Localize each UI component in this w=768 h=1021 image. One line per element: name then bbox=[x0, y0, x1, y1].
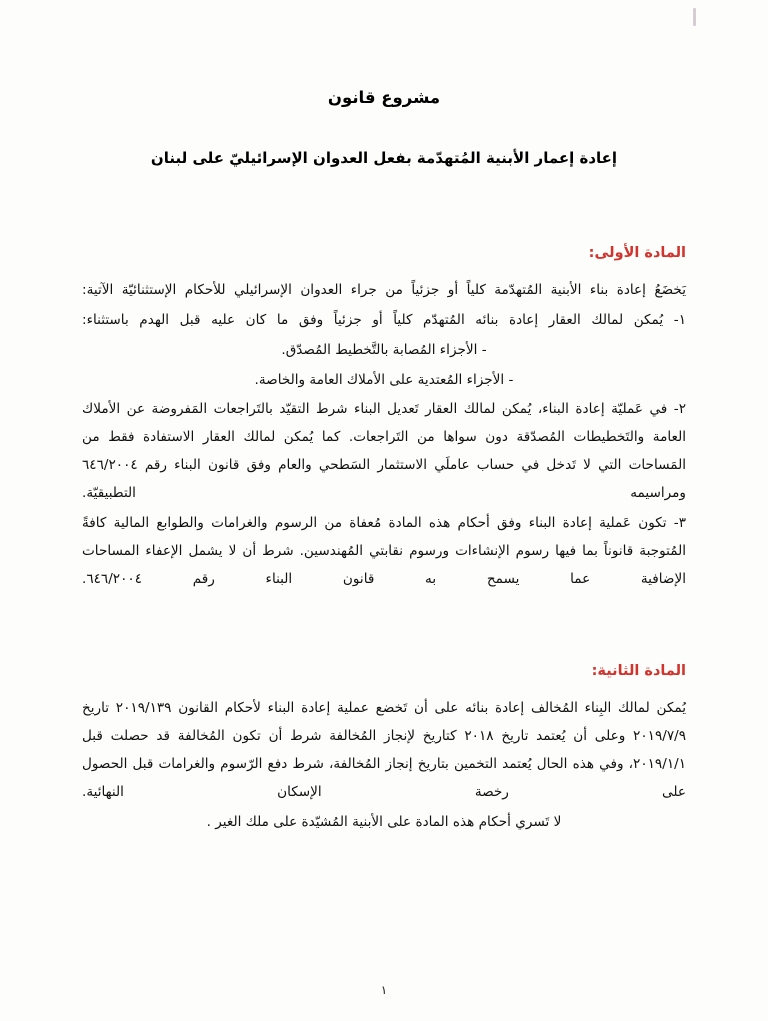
article-1-item-2: ٢- في عَمليّة إعادة البناء، يُمكن لمالك العقار تَعديل البناء شرط التقيّد بالتَراجعات المَفروضة عن الأملاك العامة والتَخطيطات المُصدّقة دون سواها من التَراجعات. كما يُمكن لمالك العقار الاستفادة فقط من المَساحات التي لا تَدخل في حساب عاملَي الاستثمار السَطحي والعام وفق قانون البناء رقم ٦٤٦/٢٠٠٤ ومراسيمه التطبيقيّة. bbox=[82, 401, 686, 502]
page-title: مشروع قانون bbox=[327, 88, 441, 107]
article-section-2 bbox=[82, 663, 686, 836]
article-1-item-3: ٣- تكون عَملية إعادة البناء وفق أحكام هذه المادة مُعفاة من الرسوم والغرامات والطوابع المالية كافةً المُتوجبة قانوناً بما فيها رسوم الإنشاءات ورسوم نقابتي المُهندسين. شرط أن لا يشمل الإعفاء المساحات الإضافية عما يسمح به قانون البناء رقم ٦٤٦/٢٠٠٤. bbox=[82, 514, 686, 587]
document-content bbox=[82, 88, 686, 981]
article-2-intro: يُمكن لمالك البِناء المُخالف إعادة بنائه على أن تَخضع عملية إعادة البناء لأحكام القانون ٢٠١٩/١٣٩ تاريخ ٢٠١٩/٧/٩ وعلى أن يُعتمد تاريخ ٢٠١٨ كتاريخ لإنجاز المُخالفة شرط أن تكون المُخالفة قد حصلت قبل ٢٠١٩/١/١، وفي هذه الحال يُعتمد التخمين بتاريخ إنجاز المُخالفة، شرط دفع الرّسوم والغرامات قبل الحصول على رخصة الإسكان النهائية. bbox=[82, 700, 687, 801]
article-1-intro: يَخضَعُ إعادة بناء الأبنية المُتهدّمة كلياً أو جزئياً من جراء العدوان الإسرائيلي للأحكام الإستثنائيّة الآتية: bbox=[82, 282, 686, 298]
page-subtitle: إعادة إعمار الأبنية المُتهدّمة بفعل العدوان الإسرائيليّ على لبنان bbox=[150, 149, 618, 167]
article-1-item-1-subitem-1: - الأجزاء المُصابة بالتَّخطيط المُصدّق. bbox=[281, 341, 487, 358]
scan-artifact-mark bbox=[693, 8, 696, 26]
article-2-item-1: لا تَسري أحكام هذه المادة على الأبنية المُشيّدة على ملك الغير . bbox=[206, 813, 562, 830]
article-heading-2: المادة الثانية: bbox=[591, 663, 686, 680]
page-number: ١ bbox=[380, 983, 388, 997]
article-heading-1: المادة الأولى: bbox=[588, 245, 686, 261]
article-1-item-1: ١- يُمكن لمالك العقار إعادة بنائه المُتهدّم كلياً أو جزئياً وفق ما كان عليه قبل الهدم باستثناء: bbox=[82, 311, 686, 328]
section-spacer bbox=[82, 595, 686, 655]
article-section-1 bbox=[82, 245, 686, 593]
article-1-item-1-subitem-2: - الأجزاء المُعتدية على الأملاك العامة والخاصة. bbox=[254, 371, 514, 388]
